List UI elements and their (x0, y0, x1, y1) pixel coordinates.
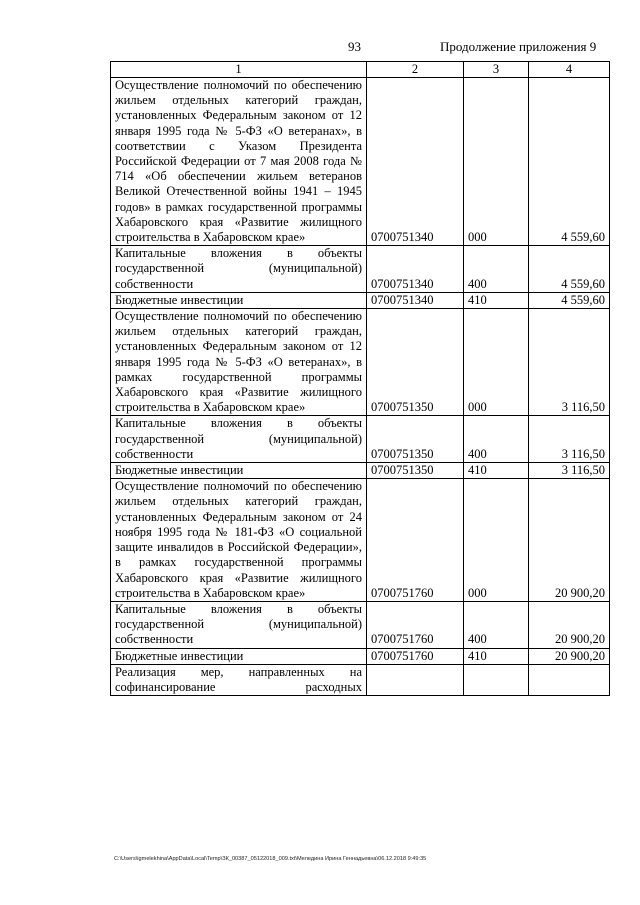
page-number: 93 (348, 39, 361, 54)
row-target-code: 0700751760 (367, 601, 464, 648)
row-amount: 20 900,20 (529, 648, 610, 664)
row-description: Капитальные вложения в объекты государственной (муниципальной) собственности (111, 416, 367, 463)
table-row (111, 416, 610, 463)
row-expense-type: 000 (464, 479, 529, 602)
row-description: Осуществление полномочий по обеспечению жильем отдельных категорий граждан, установленных Федеральным законом от 12 января 1995 года № 5-ФЗ «О ветеранах», в рамках государственной программы Хабаровского края «Развитие жилищного строительства в Хабаровском крае» (111, 309, 367, 416)
column-header: 4 (529, 62, 610, 78)
footer-file-path: C:\Users\igmelekhina\AppData\Local\Temp\ЗК_00387_05122018_009.txt\Меледина Ирина Геннадьевна\06.12.2018 9:49:35 (114, 856, 427, 862)
column-header: 1 (111, 62, 367, 78)
table-row (111, 479, 610, 602)
table-row (111, 292, 610, 308)
row-expense-type: 410 (464, 292, 529, 308)
row-expense-type: 400 (464, 601, 529, 648)
table-row (111, 601, 610, 648)
column-header: 3 (464, 62, 529, 78)
row-expense-type: 410 (464, 648, 529, 664)
row-amount: 20 900,20 (529, 601, 610, 648)
row-target-code: 0700751350 (367, 309, 464, 416)
row-amount: 4 559,60 (529, 246, 610, 293)
row-amount: 4 559,60 (529, 292, 610, 308)
row-expense-type: 410 (464, 463, 529, 479)
row-description: Бюджетные инвестиции (111, 292, 367, 308)
row-description: Бюджетные инвестиции (111, 463, 367, 479)
row-description: Капитальные вложения в объекты государственной (муниципальной) собственности (111, 601, 367, 648)
row-target-code: 0700751760 (367, 648, 464, 664)
table-row (111, 78, 610, 246)
row-description: Капитальные вложения в объекты государственной (муниципальной) собственности (111, 246, 367, 293)
budget-table (110, 61, 610, 696)
row-description: Реализация мер, направленных на софинансирование расходных (111, 664, 367, 695)
row-target-code: 0700751340 (367, 78, 464, 246)
appendix-continuation-label: Продолжение приложения 9 (440, 39, 597, 54)
row-amount: 4 559,60 (529, 78, 610, 246)
table-row (111, 648, 610, 664)
row-target-code: 0700751350 (367, 416, 464, 463)
table-row (111, 246, 610, 293)
row-expense-type: 000 (464, 78, 529, 246)
table-row (111, 309, 610, 416)
row-amount: 3 116,50 (529, 463, 610, 479)
row-amount: 3 116,50 (529, 416, 610, 463)
row-description: Осуществление полномочий по обеспечению жильем отдельных категорий граждан, установленных Федеральным законом от 12 января 1995 года № 5-ФЗ «О ветеранах», в соответствии с Указом Президента Российской Федерации от 7 мая 2008 года № 714 «Об обеспечении жильем ветеранов Великой Отечественной войны 1941 – 1945 годов» в рамках государственной программы Хабаровского края «Развитие жилищного строительства в Хабаровском крае» (111, 78, 367, 246)
row-amount (529, 664, 610, 695)
row-target-code: 0700751340 (367, 292, 464, 308)
row-description: Осуществление полномочий по обеспечению жильем отдельных категорий граждан, установленных Федеральным законом от 24 ноября 1995 года № 181-ФЗ «О социальной защите инвалидов в Российской Федерации», в рамках государственной программы Хабаровского края «Развитие жилищного строительства в Хабаровском крае» (111, 479, 367, 602)
row-expense-type (464, 664, 529, 695)
row-amount: 20 900,20 (529, 479, 610, 602)
row-target-code: 0700751760 (367, 479, 464, 602)
row-expense-type: 400 (464, 246, 529, 293)
row-target-code: 0700751340 (367, 246, 464, 293)
row-expense-type: 400 (464, 416, 529, 463)
row-target-code (367, 664, 464, 695)
column-number-row (111, 62, 610, 78)
table-row (111, 664, 610, 695)
column-header: 2 (367, 62, 464, 78)
row-description: Бюджетные инвестиции (111, 648, 367, 664)
table-row (111, 463, 610, 479)
row-expense-type: 000 (464, 309, 529, 416)
row-amount: 3 116,50 (529, 309, 610, 416)
row-target-code: 0700751350 (367, 463, 464, 479)
